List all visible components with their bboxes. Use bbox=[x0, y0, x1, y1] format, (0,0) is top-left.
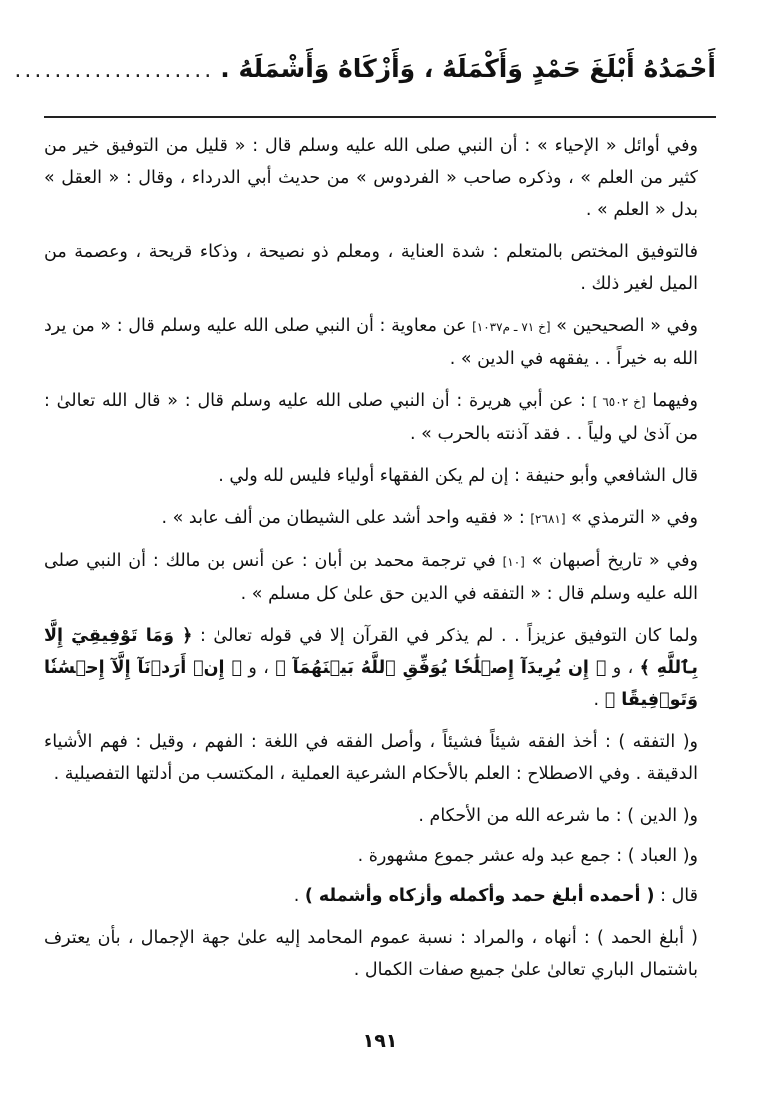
paragraph-quran-tawfiq bbox=[44, 620, 716, 716]
paragraph-text: وفي « تاريخ أصبهان » bbox=[531, 551, 698, 571]
hadith-reference: [١٠] bbox=[502, 555, 525, 569]
paragraph-text: و( العباد ) : جمع عبد وله عشر جموع مشهورة . bbox=[357, 846, 698, 866]
paragraph-ablagh bbox=[44, 922, 716, 986]
page-number: ١٩١ bbox=[362, 1030, 398, 1052]
paragraph-isbahan bbox=[44, 545, 716, 610]
paragraph-text: : « فقيه واحد أشد على الشيطان من ألف عابد » . bbox=[161, 508, 525, 528]
separator-text: . bbox=[293, 886, 300, 906]
paragraph-abu-hurayra bbox=[44, 385, 716, 450]
paragraph-text: قال الشافعي وأبو حنيفة : إن لم يكن الفقهاء أولياء فليس لله ولي . bbox=[218, 466, 698, 486]
header-dot-leader: .................... bbox=[14, 58, 215, 83]
paragraph-shafii bbox=[44, 460, 716, 492]
hadith-reference: [خ ٦٥٠٢ ] bbox=[592, 395, 646, 409]
paragraph-tafaqquh bbox=[44, 726, 716, 790]
quran-verse: ﴿ وَمَا تَوْفِيقِيٓ إِلَّا بِٱللَّهِ ﴾ bbox=[44, 626, 698, 678]
paragraph-sahihayn bbox=[44, 310, 716, 375]
separator-text: . bbox=[593, 690, 600, 710]
separator-text: ، و bbox=[612, 658, 634, 678]
hadith-reference: [٢٦٨١] bbox=[530, 512, 566, 526]
page-header bbox=[14, 54, 716, 104]
paragraph-text: ( أبلغ الحمد ) : أنهاه ، والمراد : نسبة عموم المحامد إليه علىٰ جهة الإجمال ، بأن يعترف باشتمال الباري تعالىٰ علىٰ جميع صفات الكمال . bbox=[44, 928, 698, 980]
commentary-text bbox=[44, 130, 716, 996]
paragraph-text: وفي « الصحيحين » bbox=[556, 316, 698, 336]
paragraph-text: قال : bbox=[660, 886, 698, 906]
separator-text: ، و bbox=[248, 658, 269, 678]
paragraph-text: و( التفقه ) : أخذ الفقه شيئاً فشيئاً ، وأصل الفقه في اللغة : الفهم ، وقيل : فهم الأشياء الدقيقة . وفي الاصطلاح : العلم بالأحكام الشرعية العملية ، المكتسب من أدلتها التفصيلية . bbox=[44, 732, 698, 784]
paragraph-text: عن معاوية : أن النبي صلى الله عليه وسلم قال : « من يرد الله به خيراً . . يفقهه في الدين » . bbox=[44, 316, 698, 369]
paragraph-tawfiq-student bbox=[44, 236, 716, 300]
paragraph-text: ولما كان التوفيق عزيزاً . . لم يذكر في القرآن إلا في قوله تعالىٰ : bbox=[199, 626, 698, 646]
paragraph-text: و( الدين ) : ما شرعه الله من الأحكام . bbox=[418, 806, 698, 826]
paragraph-text: وفي « الترمذي » bbox=[571, 508, 698, 528]
paragraph-din bbox=[44, 800, 716, 832]
paragraph-matn bbox=[44, 880, 716, 912]
paragraph-text: وفي أوائل « الإحياء » : أن النبي صلى الله عليه وسلم قال : « قليل من التوفيق خير من كثير من العلم » ، وذكره صاحب « الفردوس » من حديث أبي الدرداء ، وقال : « العقل » بدل « العلم » . bbox=[44, 136, 698, 220]
paragraph-text: فالتوفيق المختص بالمتعلم : شدة العناية ، ومعلم ذو نصيحة ، وذكاء قريحة ، وعصمة من الميل لغير ذلك . bbox=[44, 242, 698, 294]
quran-verse: ﴿ إِنۡ أَرَدۡنَآ إِلَّآ إِحۡسَٰنٗا وَتَوۡفِيقًا ﴾ bbox=[44, 658, 698, 710]
paragraph-ibad bbox=[44, 840, 716, 872]
header-rule bbox=[44, 116, 716, 118]
paragraph-text: وفيهما bbox=[652, 391, 698, 411]
paragraph-text: في ترجمة محمد بن أبان : عن أنس بن مالك : أن النبي صلى الله عليه وسلم قال : « التفقه في الدين حق علىٰ كل مسلم » . bbox=[44, 551, 698, 604]
header-title: أَحْمَدُهُ أَبْلَغَ حَمْدٍ وَأَكْمَلَهُ ، وَأَزْكَاهُ وَأَشْمَلَهُ . bbox=[220, 54, 716, 83]
paragraph-tirmidhi bbox=[44, 502, 716, 535]
hadith-reference: [خ ٧١ ـ م١٠٣٧] bbox=[472, 320, 551, 334]
paragraph-text: : عن أبي هريرة : أن النبي صلى الله عليه وسلم قال : « قال الله تعالىٰ : من آذىٰ لي ولياً . . فقد آذنته بالحرب » . bbox=[44, 391, 698, 444]
book-page bbox=[14, 44, 716, 1064]
paragraph-ihya bbox=[44, 130, 716, 226]
quran-verse: ﴿ إِن يُرِيدَآ إِصۡلَٰحٗا يُوَفِّقِ ٱللَّهُ بَيۡنَهُمَآ ﴾ bbox=[275, 658, 607, 678]
matn-text: ( أحمده أبلغ حمد وأكمله وأزكاه وأشمله ) bbox=[304, 886, 655, 906]
